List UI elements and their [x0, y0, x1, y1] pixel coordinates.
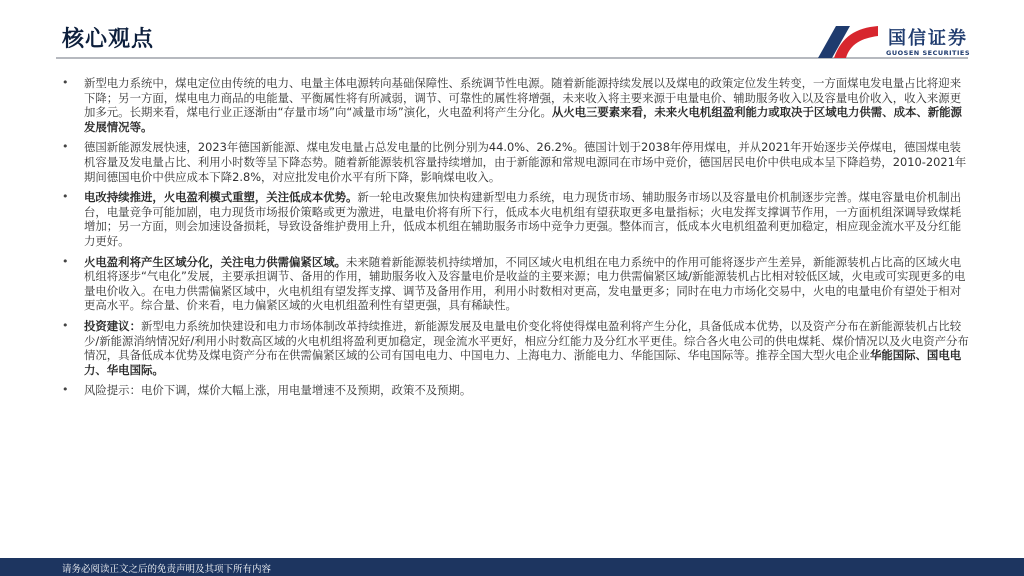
bullet-text: 风险提示：电价下调，煤价大幅上涨，用电量增速不及预期，政策不及预期。 — [84, 383, 472, 398]
bullet-text: 德国新能源发展快速，2023年德国新能源、煤电发电量占总发电量的比例分别为44.0%、26.2%。德国计划于2038年停用煤电，并从2021年开始逐步关停煤电，德国煤电装机容量及发电量占比、利用小时数等呈下降态势。随着新能源装机容量持续增加，由于新能源和常规电源同在市场中竞价，德国居民电价中供电成本呈下降趋势，2010-2021年期间德国电价中供应成本下降2.8%，对应批发电价水平有所下降，影响煤电收入。 — [84, 140, 967, 184]
bullet-icon: • — [62, 76, 69, 89]
list-item — [60, 255, 970, 313]
disclaimer-text: 请务必阅读正文之后的免责声明及其项下所有内容 — [62, 564, 272, 575]
bullet-icon: • — [62, 383, 69, 397]
list-item — [60, 319, 970, 377]
list-item — [60, 76, 970, 134]
bullet-highlight: 投资建议： — [84, 318, 141, 333]
bullet-text: 新一轮电改聚焦加快构建新型电力系统，电力现货市场、辅助服务市场以及容量电价机制逐步完善。煤电容量电价机制出台，电量竞争可能加剧，电力现货市场报价策略或更为激进，电量电价将有所下行，低成本火电机组有望获取更多电量指标；火电发挥支撑调节作用，一方面机组深调导致煤耗增加；另一方面，则会加速设备损耗，导致设备维护费用上升，低成本机组在辅助服务市场中竞争力更强。整体而言，低成本火电机组盈利更加稳定，相应现金流水平及分红能力更好。 — [84, 190, 962, 248]
page-footer — [0, 558, 1024, 576]
key-points-list — [60, 76, 970, 404]
guosen-logo-mark-icon — [816, 22, 880, 60]
bullet-highlight: 从火电三要素来看，未来火电机组盈利能力或取决于区域电力供需、成本、新能源发展情况等。 — [84, 105, 962, 134]
logo-english-text: GUOSEN SECURITIES — [886, 49, 971, 57]
bullet-text: 新型电力系统中，煤电定位由传统的电力、电量主体电源转向基础保障性、系统调节性电源。随着新能源持续发展以及煤电的政策定位发生转变，一方面煤电发电量占比将迎来下降；另一方面，煤电电力商品的电能量、平衡属性将有所减弱，调节、可靠性的属性将增强，未来收入将主要来源于电量电价、辅助服务收入以及容量电价收入，收入来源更加多元。长期来看，煤电行业正逐渐由“存量市场”向“减量市场”演化，火电盈利将产生分化。 — [84, 76, 962, 120]
bullet-highlight-recommendation: 华能国际、国电电力、华电国际。 — [84, 348, 962, 377]
bullet-icon: • — [62, 254, 69, 268]
bullet-highlight: 火电盈利将产生区域分化，关注电力供需偏紧区域。 — [84, 254, 346, 269]
logo-chinese-text: 国信证券 — [888, 28, 968, 49]
bullet-icon: • — [62, 318, 69, 332]
list-item — [60, 190, 970, 248]
guosen-logo — [816, 22, 976, 62]
list-item — [60, 383, 970, 398]
bullet-icon: • — [62, 140, 69, 154]
page-header — [0, 0, 1024, 64]
page-title: 核心观点 — [62, 27, 155, 52]
bullet-text: 新型电力系统加快建设和电力市场体制改革持续推进，新能源发展及电量电价变化将使得煤电盈利将产生分化，具备低成本优势，以及资产分布在新能源装机占比较少/新能源消纳情况好/利用小时数高区域的火电机组将盈利更加稳定，现金流水平更好，相应分红能力及分红水平更佳。综合各火电公司的供电煤耗、煤价情况以及火电资产分布情况，具备低成本优势及煤电资产分布在供需偏紧区域的公司有国电电力、中国电力、上海电力、浙能电力、华能国际、华电国际等。推荐全国大型火电企业 — [84, 318, 969, 363]
bullet-text: 未来随着新能源装机持续增加，不同区域火电机组在电力系统中的作用可能将逐步产生差异，新能源装机占比高的区域火电机组将逐步“气电化”发展，主要承担调节、备用的作用，辅助服务收入及容量电价是收益的主要来源；电力供需偏紧区域/新能源装机占比相对较低区域，火电或可实现更多的电量电价收入。在电力供需偏紧区域中，火电机组有望发挥支撑、调节及备用作用，利用小时数相对更高，发电量更多；同时在电力市场化交易中，火电的电量电价有望处于相对更高水平。综合量、价来看，电力偏紧区域的火电机组盈利性有望更强，具有稀缺性。 — [84, 254, 966, 313]
bullet-icon: • — [62, 190, 69, 204]
list-item — [60, 140, 970, 184]
bullet-highlight: 电改持续推进，火电盈利模式重塑，关注低成本优势。 — [84, 190, 358, 205]
